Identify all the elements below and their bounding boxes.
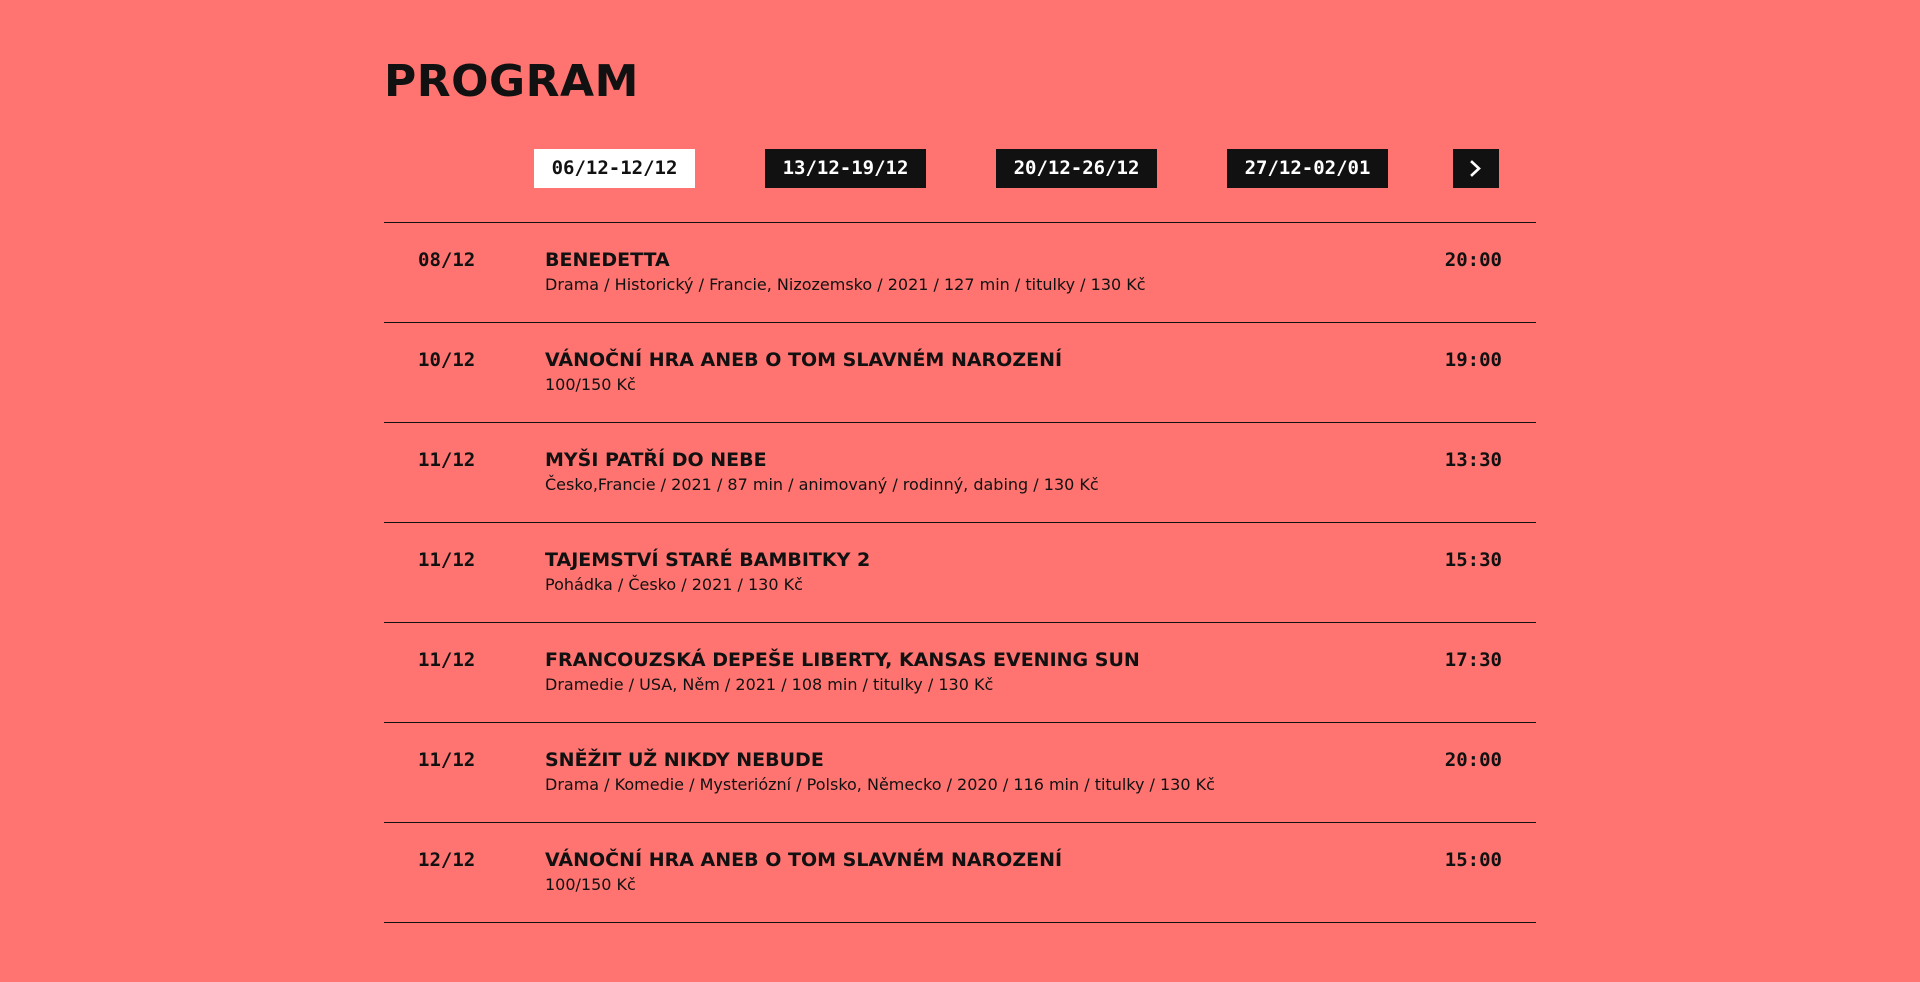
screening-date: 12/12: [418, 849, 476, 871]
screening-time: 15:00: [1444, 849, 1502, 871]
screening-row[interactable]: [384, 423, 1536, 523]
screening-time: 20:00: [1444, 249, 1502, 271]
chevron-right-icon: [1468, 160, 1484, 177]
screening-meta: Pohádka / Česko / 2021 / 130 Kč: [545, 575, 803, 594]
screening-time: 17:30: [1444, 649, 1502, 671]
week-tab-2[interactable]: 13/12-19/12: [765, 149, 926, 188]
screening-row[interactable]: [384, 823, 1536, 923]
screening-date: 10/12: [418, 349, 476, 371]
week-tab-3[interactable]: 20/12-26/12: [996, 149, 1157, 188]
screening-row[interactable]: [384, 523, 1536, 623]
screening-row[interactable]: [384, 323, 1536, 423]
schedule-list: [384, 222, 1536, 923]
week-navigation: [384, 149, 1536, 188]
screening-title[interactable]: TAJEMSTVÍ STARÉ BAMBITKY 2: [545, 549, 871, 571]
screening-row[interactable]: [384, 723, 1536, 823]
screening-date: 08/12: [418, 249, 476, 271]
week-tab-1[interactable]: 06/12-12/12: [534, 149, 695, 188]
screening-meta: 100/150 Kč: [545, 875, 636, 894]
page-title: PROGRAM: [384, 56, 639, 107]
screening-date: 11/12: [418, 549, 476, 571]
screening-title[interactable]: SNĚŽIT UŽ NIKDY NEBUDE: [545, 749, 824, 771]
screening-meta: Drama / Komedie / Mysteriózní / Polsko, Německo / 2020 / 116 min / titulky / 130 Kč: [545, 775, 1215, 794]
screening-title[interactable]: VÁNOČNÍ HRA ANEB O TOM SLAVNÉM NAROZENÍ: [545, 349, 1063, 371]
screening-meta: Česko,Francie / 2021 / 87 min / animovaný / rodinný, dabing / 130 Kč: [545, 475, 1099, 494]
screening-meta: Drama / Historický / Francie, Nizozemsko / 2021 / 127 min / titulky / 130 Kč: [545, 275, 1146, 294]
screening-date: 11/12: [418, 449, 476, 471]
screening-date: 11/12: [418, 749, 476, 771]
screening-time: 13:30: [1444, 449, 1502, 471]
screening-title[interactable]: BENEDETTA: [545, 249, 670, 271]
screening-time: 15:30: [1444, 549, 1502, 571]
screening-meta: 100/150 Kč: [545, 375, 636, 394]
screening-title[interactable]: MYŠI PATŘÍ DO NEBE: [545, 449, 767, 471]
screening-time: 19:00: [1444, 349, 1502, 371]
screening-date: 11/12: [418, 649, 476, 671]
screening-meta: Dramedie / USA, Něm / 2021 / 108 min / titulky / 130 Kč: [545, 675, 994, 694]
screening-title[interactable]: FRANCOUZSKÁ DEPEŠE LIBERTY, KANSAS EVENING SUN: [545, 649, 1140, 671]
screening-title[interactable]: VÁNOČNÍ HRA ANEB O TOM SLAVNÉM NAROZENÍ: [545, 849, 1063, 871]
next-week-button[interactable]: [1453, 149, 1499, 188]
week-tab-4[interactable]: 27/12-02/01: [1227, 149, 1388, 188]
screening-row[interactable]: [384, 623, 1536, 723]
screening-row[interactable]: [384, 223, 1536, 323]
screening-time: 20:00: [1444, 749, 1502, 771]
